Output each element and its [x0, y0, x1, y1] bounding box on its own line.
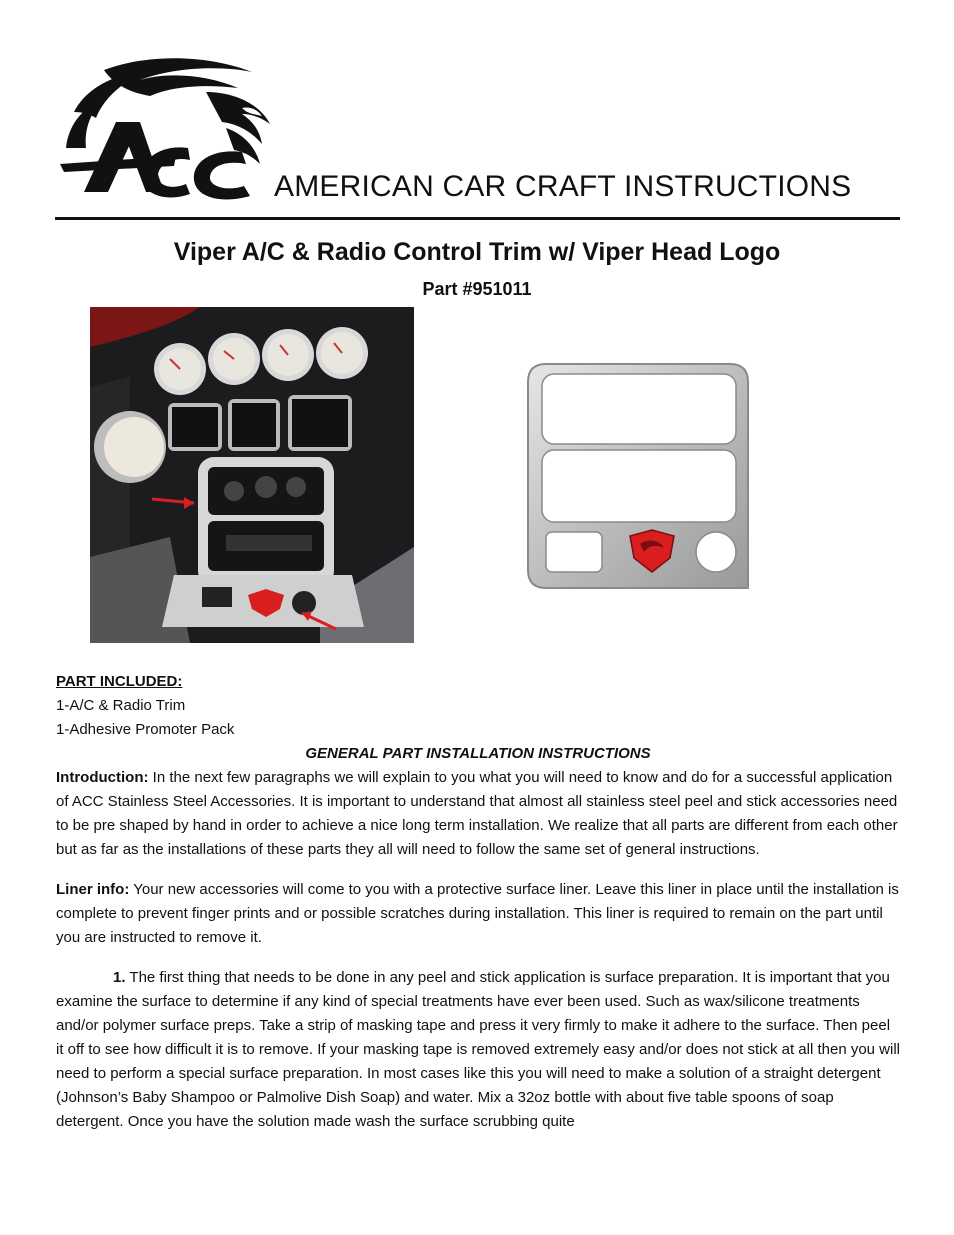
step-1-label: 1. [113, 969, 126, 986]
parts-item: 1-Adhesive Promoter Pack [56, 721, 235, 738]
parts-item: 1-A/C & Radio Trim [56, 697, 186, 714]
introduction-text: In the next few paragraphs we will explain to you what you will need to know and do for a successful application of ACC Stainless Steel Accessories. It is important to understand that almost all stainless steel peel and stick accessories need to be pre shaped by hand in order to achieve a nice long term installation. We realize that all parts are different from each other but as far as the installations of these parts they all will need to follow the same set of general instructions. [56, 769, 898, 858]
part-number: Part #951011 [422, 279, 532, 299]
product-title: Viper A/C & Radio Control Trim w/ Viper Head Logo [173, 238, 781, 266]
parts-included-heading: PART INCLUDED: [56, 673, 183, 690]
instructions-body [56, 670, 900, 1134]
step-1-text: The first thing that needs to be done in any peel and stick application is surface preparation. It is important that you examine the surface to determine if any kind of special treatments have ever been used. Such as wax/silicone treatments and/or polymer surface preps. Take a strip of masking tape and press it very firmly to make it adhere to the surface. Then peel it off to see how difficult it is to remove. If your masking tape is removed extremely easy and/or does not stick at all then you will need to perform a special surface preparation. In most cases like this you will need to make a solution of a straight detergent (Johnson’s Baby Shampoo or Palmolive Dish Soap) and water. Mix a 32oz bottle with about five table spoons of soap detergent. Once you have the solution made wash the surface scrubbing quite [56, 969, 901, 1130]
header-divider [55, 217, 900, 220]
liner-info-paragraph [56, 878, 900, 950]
introduction-paragraph [56, 766, 900, 862]
acc-eagle-logo-icon [56, 52, 280, 204]
installed-trim-dashboard-photo [90, 307, 414, 643]
introduction-label: Introduction: [56, 769, 149, 786]
general-instructions-heading: GENERAL PART INSTALLATION INSTRUCTIONS [305, 745, 651, 762]
stainless-trim-part-photo [448, 330, 828, 630]
document-title: AMERICAN CAR CRAFT INSTRUCTIONS [274, 170, 852, 203]
liner-info-label: Liner info: [56, 881, 130, 898]
liner-info-text: Your new accessories will come to you with a protective surface liner. Leave this liner in place until the installation is complete to prevent finger prints and or possible scratches during installation. This liner is required to remain on the part until you are instructed to remove it. [56, 881, 899, 946]
step-1-paragraph [56, 966, 900, 1134]
